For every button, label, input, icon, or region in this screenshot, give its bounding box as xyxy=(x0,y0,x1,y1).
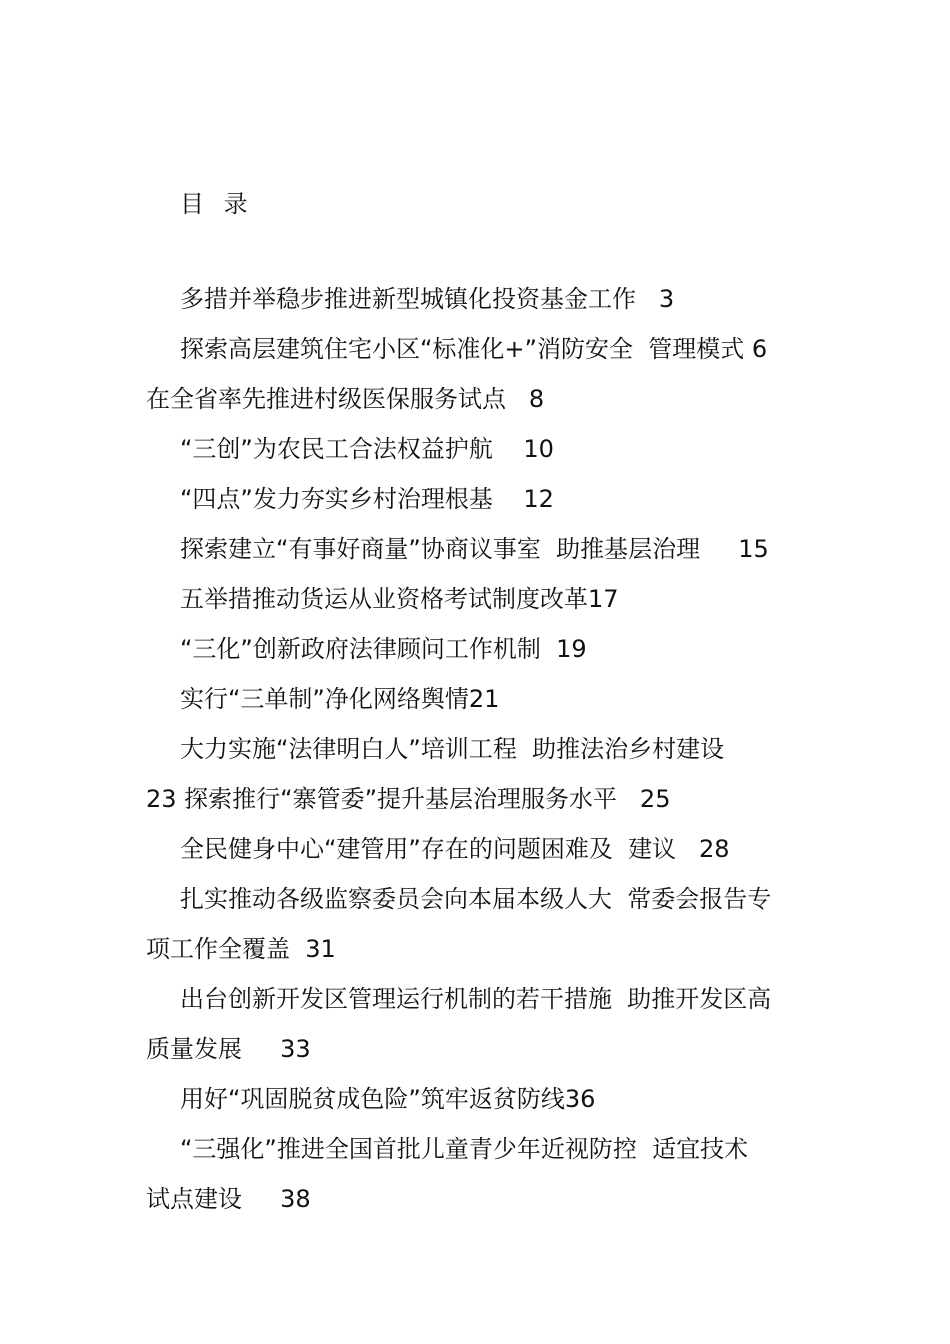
toc-line: 项工作全覆盖 31 xyxy=(146,935,336,963)
toc-line: “三创”为农民工合法权益护航 10 xyxy=(180,435,554,463)
toc-line: 扎实推动各级监察委员会向本届本级人大 常委会报告专 xyxy=(180,885,772,913)
toc-line: 23 探索推行“寨管委”提升基层治理服务水平 25 xyxy=(146,785,671,813)
toc-line: 探索建立“有事好商量”协商议事室 助推基层治理 15 xyxy=(180,535,769,563)
toc-line: 实行“三单制”净化网络舆情21 xyxy=(180,685,500,713)
toc-line: 五举措推动货运从业资格考试制度改革17 xyxy=(180,585,619,613)
toc-title: 目 录 xyxy=(180,190,254,218)
toc-line: “四点”发力夯实乡村治理根基 12 xyxy=(180,485,554,513)
toc-list xyxy=(0,280,950,1230)
toc-line: 试点建设 38 xyxy=(146,1185,311,1213)
toc-line: 质量发展 33 xyxy=(146,1035,311,1063)
toc-line: 出台创新开发区管理运行机制的若干措施 助推开发区高 xyxy=(180,985,772,1013)
toc-line: “三强化”推进全国首批儿童青少年近视防控 适宜技术 xyxy=(180,1135,749,1163)
toc-line: 全民健身中心“建管用”存在的问题困难及 建议 28 xyxy=(180,835,730,863)
toc-line: 用好“巩固脱贫成色险”筑牢返贫防线36 xyxy=(180,1085,596,1113)
toc-line: 大力实施“法律明白人”培训工程 助推法治乡村建设 xyxy=(180,735,725,763)
toc-line: 在全省率先推进村级医保服务试点 8 xyxy=(146,385,545,413)
toc-line: 探索高层建筑住宅小区“标准化+”消防安全 管理模式 6 xyxy=(180,335,768,363)
toc-line: 多措并举稳步推进新型城镇化投资基金工作 3 xyxy=(180,285,675,313)
toc-line: “三化”创新政府法律顾问工作机制 19 xyxy=(180,635,587,663)
